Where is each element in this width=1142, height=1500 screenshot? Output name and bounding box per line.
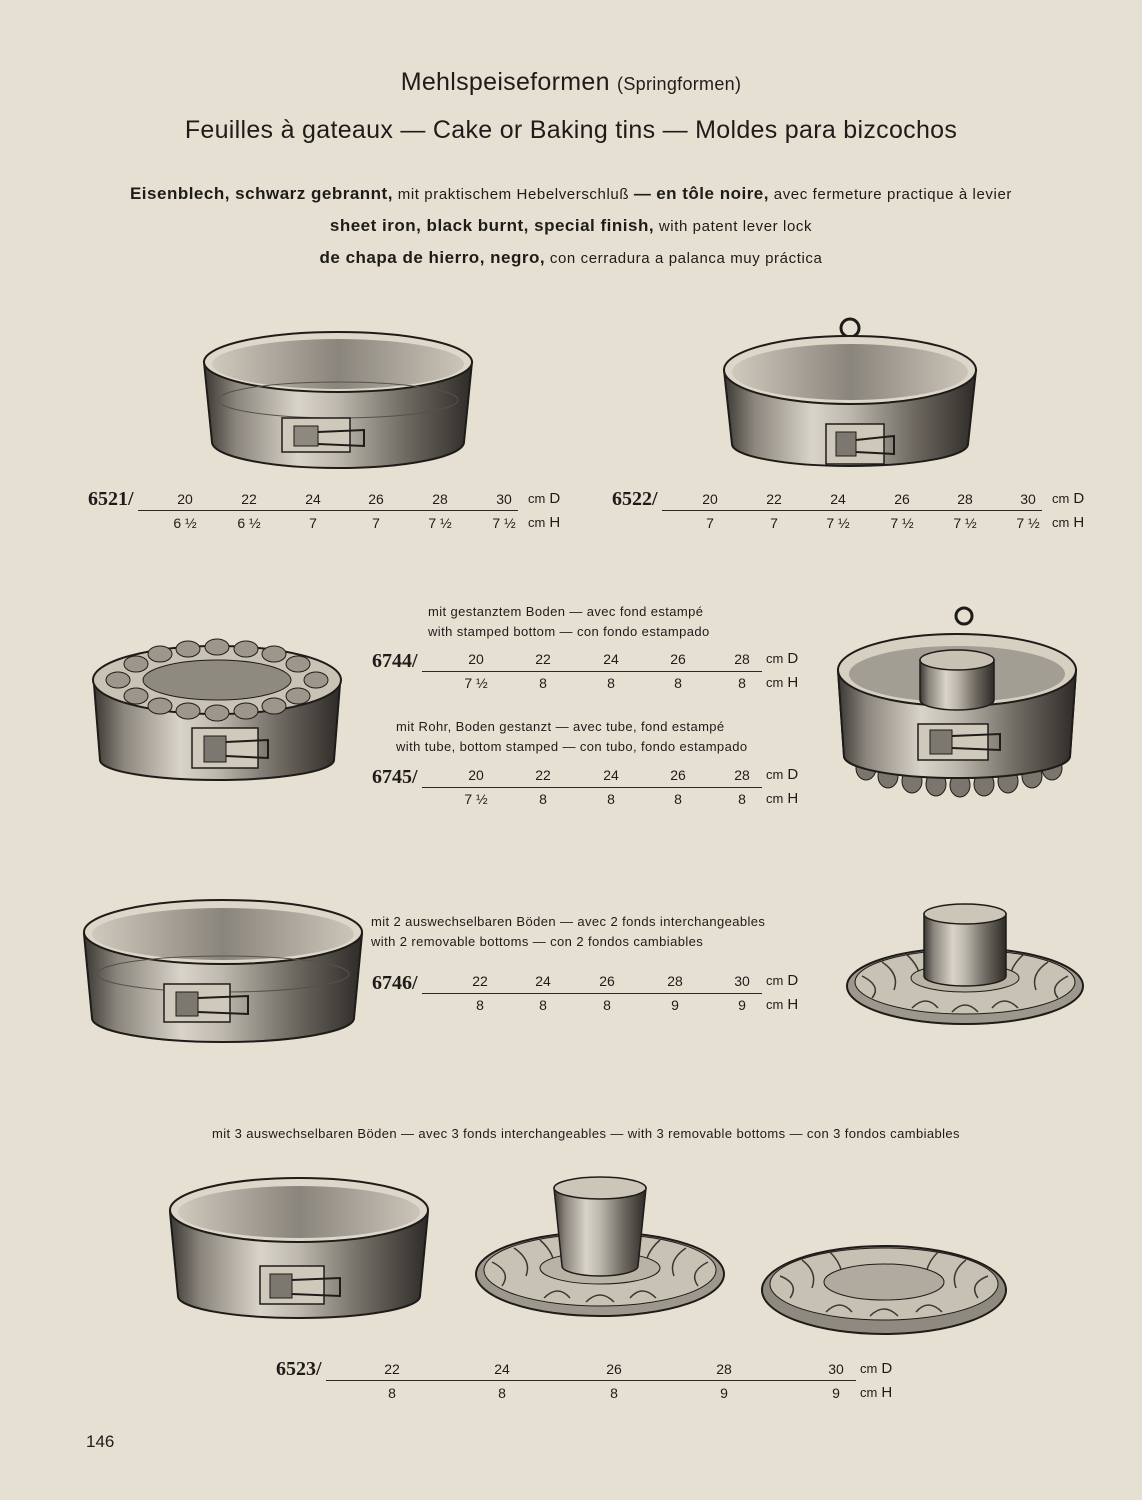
tube-springform-6745-image xyxy=(832,604,1082,804)
height-value: 8 xyxy=(674,675,682,691)
height-value: 7 ½ xyxy=(464,791,488,807)
unit-cm-d: cm D xyxy=(1052,490,1085,507)
diameter-row xyxy=(326,1360,916,1378)
height-row xyxy=(422,790,812,808)
height-value: 8 xyxy=(539,675,547,691)
tube-bottom-insert-6746-image xyxy=(842,902,1088,1032)
diameter-value: 26 xyxy=(599,973,615,989)
springform-pan-6522-image xyxy=(718,314,982,474)
diameter-value: 24 xyxy=(830,491,846,507)
fluted-springform-6744-image xyxy=(88,636,346,784)
height-value: 8 xyxy=(674,791,682,807)
diameter-value: 30 xyxy=(1020,491,1036,507)
diameter-value: 28 xyxy=(716,1361,732,1377)
height-value: 8 xyxy=(603,997,611,1013)
note-6523: mit 3 auswechselbaren Böden — avec 3 fonds interchangeables — with 3 removable bottoms — con 3 fondos cambiables xyxy=(212,1126,960,1141)
diameter-value: 24 xyxy=(305,491,321,507)
page-title: Mehlspeiseformen (Springformen) xyxy=(400,68,742,96)
divider-line xyxy=(422,787,762,788)
unit-cm-h: cm H xyxy=(528,514,561,531)
height-value: 6 ½ xyxy=(237,515,261,531)
page-number: 146 xyxy=(86,1432,115,1451)
diameter-value: 20 xyxy=(468,651,484,667)
note-6744-line1: mit gestanztem Boden — avec fond estampé xyxy=(428,604,704,619)
height-value: 7 ½ xyxy=(890,515,914,531)
unit-cm-d: cm D xyxy=(528,490,561,507)
diameter-value: 22 xyxy=(535,767,551,783)
diameter-value: 30 xyxy=(828,1361,844,1377)
tube-bottom-insert-6523-image xyxy=(470,1172,730,1328)
height-row xyxy=(662,514,1112,532)
product-number: 6522/ xyxy=(612,488,658,510)
product-number: 6521/ xyxy=(88,488,134,510)
unit-cm-d: cm D xyxy=(766,972,799,989)
diameter-value: 28 xyxy=(734,651,750,667)
springform-pan-6523-image xyxy=(164,1168,434,1324)
description-line-1: Eisenblech, schwarz gebrannt, mit praktischem Hebelverschluß — en tôle noire, avec fermeture practique à levier xyxy=(129,184,1013,203)
height-row xyxy=(138,514,588,532)
diameter-value: 28 xyxy=(734,767,750,783)
height-value: 7 ½ xyxy=(428,515,452,531)
height-value: 8 xyxy=(388,1385,396,1401)
diameter-value: 22 xyxy=(766,491,782,507)
height-value: 8 xyxy=(476,997,484,1013)
spec-6746 xyxy=(372,972,812,1022)
diameter-value: 26 xyxy=(894,491,910,507)
height-value: 8 xyxy=(498,1385,506,1401)
springform-pan-6521-image xyxy=(198,322,478,472)
description-line-2: sheet iron, black burnt, special finish, with patent lever lock xyxy=(329,216,813,235)
height-value: 8 xyxy=(539,791,547,807)
unit-cm-h: cm H xyxy=(766,790,799,807)
springform-pan-6746-image xyxy=(78,890,368,1048)
diameter-value: 24 xyxy=(494,1361,510,1377)
diameter-row xyxy=(422,650,812,668)
diameter-value: 20 xyxy=(177,491,193,507)
height-row xyxy=(326,1384,916,1402)
height-value: 9 xyxy=(832,1385,840,1401)
spec-6744 xyxy=(372,650,812,700)
diameter-value: 20 xyxy=(702,491,718,507)
height-row xyxy=(422,996,812,1014)
height-value: 7 xyxy=(309,515,317,531)
divider-line xyxy=(138,510,518,511)
note-6746-line1: mit 2 auswechselbaren Böden — avec 2 fonds interchangeables xyxy=(371,914,766,929)
description-line-3: de chapa de hierro, negro, con cerradura a palanca muy práctica xyxy=(319,248,823,267)
spec-6521 xyxy=(88,488,588,538)
unit-cm-h: cm H xyxy=(1052,514,1085,531)
note-6746-line2: with 2 removable bottoms — con 2 fondos cambiables xyxy=(371,934,704,949)
height-value: 7 xyxy=(372,515,380,531)
divider-line xyxy=(326,1380,856,1381)
spec-6522 xyxy=(612,488,1112,538)
height-value: 7 xyxy=(706,515,714,531)
diameter-value: 30 xyxy=(734,973,750,989)
page-subtitle: Feuilles à gateaux — Cake or Baking tins — Moldes para bizcochos xyxy=(184,116,958,144)
diameter-value: 26 xyxy=(670,651,686,667)
height-value: 9 xyxy=(720,1385,728,1401)
diameter-value: 24 xyxy=(603,767,619,783)
diameter-row xyxy=(662,490,1112,508)
diameter-value: 22 xyxy=(241,491,257,507)
height-value: 7 ½ xyxy=(826,515,850,531)
diameter-value: 22 xyxy=(384,1361,400,1377)
divider-line xyxy=(422,671,762,672)
height-value: 7 ½ xyxy=(1016,515,1040,531)
height-value: 6 ½ xyxy=(173,515,197,531)
diameter-value: 20 xyxy=(468,767,484,783)
unit-cm-d: cm D xyxy=(766,650,799,667)
diameter-row xyxy=(138,490,588,508)
height-value: 9 xyxy=(738,997,746,1013)
height-value: 8 xyxy=(738,675,746,691)
note-6745-line1: mit Rohr, Boden gestanzt — avec tube, fond estampé xyxy=(396,719,725,734)
height-value: 8 xyxy=(610,1385,618,1401)
unit-cm-h: cm H xyxy=(766,674,799,691)
diameter-value: 28 xyxy=(667,973,683,989)
spec-6523 xyxy=(276,1358,916,1408)
unit-cm-d: cm D xyxy=(860,1360,893,1377)
diameter-value: 24 xyxy=(603,651,619,667)
diameter-value: 22 xyxy=(535,651,551,667)
diameter-value: 24 xyxy=(535,973,551,989)
diameter-value: 28 xyxy=(432,491,448,507)
height-value: 8 xyxy=(738,791,746,807)
divider-line xyxy=(422,993,762,994)
divider-line xyxy=(662,510,1042,511)
diameter-row xyxy=(422,972,812,990)
fluted-bottom-insert-6523-image xyxy=(756,1240,1012,1344)
height-value: 9 xyxy=(671,997,679,1013)
height-value: 8 xyxy=(607,675,615,691)
spec-6745 xyxy=(372,766,812,816)
product-number: 6746/ xyxy=(372,972,418,994)
diameter-value: 28 xyxy=(957,491,973,507)
diameter-value: 30 xyxy=(496,491,512,507)
product-number: 6744/ xyxy=(372,650,418,672)
product-number: 6745/ xyxy=(372,766,418,788)
height-row xyxy=(422,674,812,692)
height-value: 8 xyxy=(607,791,615,807)
diameter-value: 26 xyxy=(606,1361,622,1377)
note-6744-line2: with stamped bottom — con fondo estampado xyxy=(428,624,710,639)
diameter-value: 22 xyxy=(472,973,488,989)
diameter-value: 26 xyxy=(368,491,384,507)
height-value: 8 xyxy=(539,997,547,1013)
unit-cm-d: cm D xyxy=(766,766,799,783)
unit-cm-h: cm H xyxy=(860,1384,893,1401)
height-value: 7 ½ xyxy=(492,515,516,531)
unit-cm-h: cm H xyxy=(766,996,799,1013)
diameter-row xyxy=(422,766,812,784)
height-value: 7 xyxy=(770,515,778,531)
product-number: 6523/ xyxy=(276,1358,322,1380)
note-6745-line2: with tube, bottom stamped — con tubo, fondo estampado xyxy=(396,739,748,754)
height-value: 7 ½ xyxy=(464,675,488,691)
height-value: 7 ½ xyxy=(953,515,977,531)
diameter-value: 26 xyxy=(670,767,686,783)
